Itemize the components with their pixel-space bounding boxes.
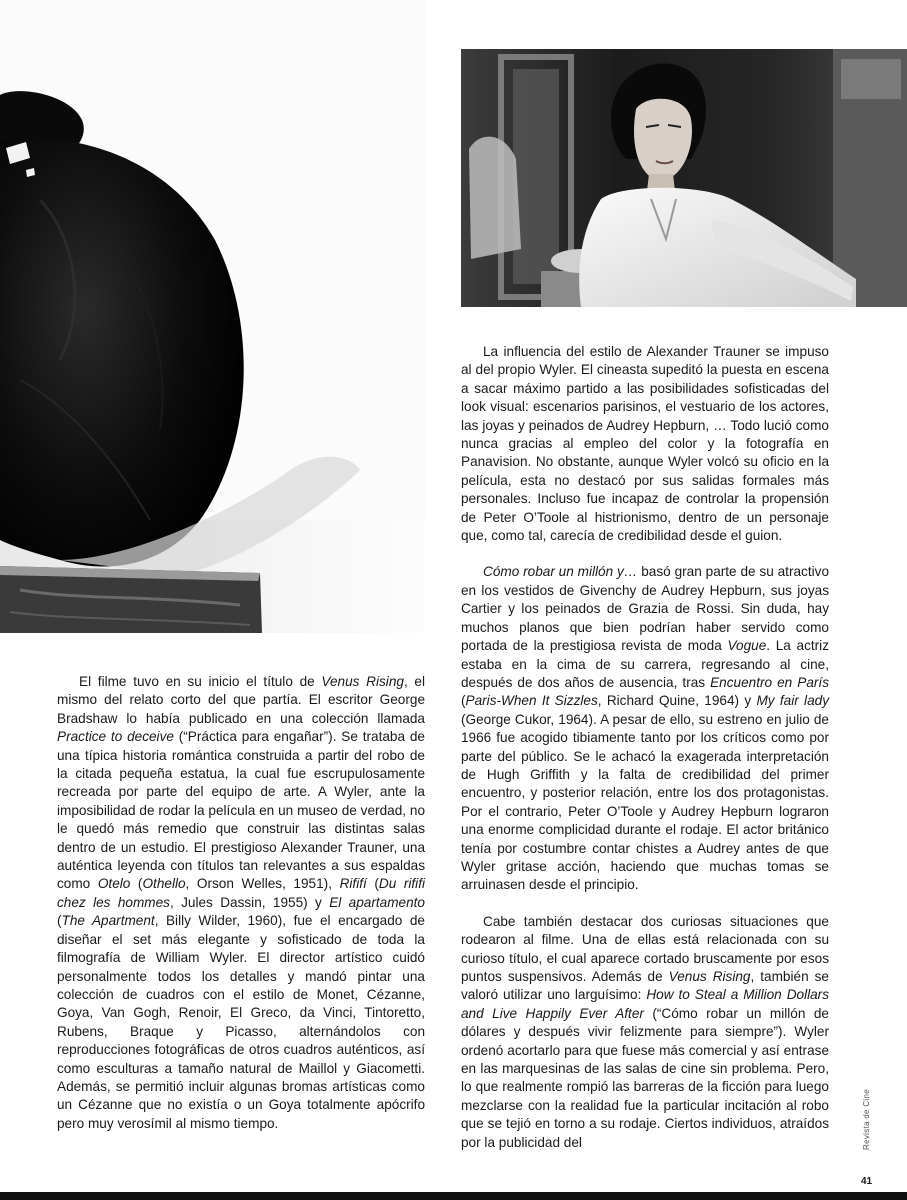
article-paragraph: Cómo robar un millón y… basó gran parte de su atractivo en los vestidos de Givenchy de Audrey Hepburn, sus joyas Cartier y los peinados de Grazia de Rossi. Sin duda, hay muchos planos que bien podrían haber servido como portada de la prestigiosa revista de moda Vogue. La actriz estaba en la cima de su carrera, regresando al cine, después de dos años de ausencia, tras Encuentro en París (Paris-When It Sizzles, Richard Quine, 1964) y My fair lady (George Cukor, 1964). A pesar de ello, su estreno en julio de 1966 fue acogido tibiamente tanto por los críticos como por parte del público. Se le achacó la exagerada interpretación de Hugh Griffith y la falta de credibilidad del primer encuentro, y posterior relación, entre los dos protagonistas. Por el contrario, Peter O’Toole y Audrey Hepburn lograron una enorme complicidad durante el rodaje. El actor británico tenía por costumbre contar chistes a Audrey antes de que Wyler gritase acción, haciendo que muchas tomas se arruinasen desde el principio. (461, 564, 830, 893)
film-still-left-graphic (0, 0, 425, 633)
article-paragraph: El filme tuvo en su inicio el título de Venus Rising, el mismo del relato corto del que partía. El escritor George Bradshaw lo había publicado en una colección llamada Practice to deceive (“Práctica para engañar”). Se trataba de una típica historia romántica construida a partir del robo de la citada pequeña estatua, la cual fue escrupulosamente recreada por parte del equipo de arte. A Wyler, ante la imposibilidad de rodar la película en un museo de verdad, no le quedó más remedio que construir las distintas salas dentro de un estudio. El prestigioso Alexander Trauner, una auténtica leyenda con títulos tan relevantes a sus espaldas como Otelo (Othello, Orson Welles, 1951), Rififí (Du rififi chez les hommes, Jules Dassin, 1955) y El apartamento (The Apartment, Billy Wilder, 1960), fue el encargado de diseñar el set más elegante y sofisticado de toda la filmografía de William Wyler. El director artístico cuidó personalmente todos los detalles y mandó pintar una colección de cuadros con el estilo de Monet, Cézanne, Goya, Van Gogh, Renoir, El Greco, da Vinci, Tintoretto, Rubens, Braque y Picasso, alternándolos con reproducciones fotográficas de otros cuadros auténticos, así como esculturas a tamaño natural de Maillol y Giacometti. Además, se permitió incluir algunas bromas artísticas como un Cézanne que no existía o un Goya totalmente apócrifo pero muy verosímil al mismo tiempo. (57, 674, 425, 1131)
article-paragraph: La influencia del estilo de Alexander Trauner se impuso al del propio Wyler. El cineasta supeditó la puesta en escena a sacar máximo partido a las posibilidades sofisticadas del look visual: escenarios parisinos, el vestuario de los actores, las joyas y peinados de Audrey Hepburn, … Todo lució como nunca gracias al empleo del color y la fotografía en Panavision. No obstante, aunque Wyler volcó su oficio en la película, esta no destacó por sus salidas formales más personales. Incluso fue incapaz de controlar la propensión de Peter O’Toole al histrionismo, dentro de un personaje que, como tal, carecía de credibilidad desde el guion. (461, 344, 829, 544)
page-number: 41 (861, 1176, 873, 1187)
film-still-left (0, 0, 425, 633)
article-column-left (57, 673, 425, 1133)
film-still-right (461, 49, 907, 307)
article-paragraph: Cabe también destacar dos curiosas situaciones que rodearon al filme. Una de ellas está relacionada con su curioso título, el cual aparece cortado bruscamente por esos puntos suspensivos. Además de Venus Rising, también se valoró utilizar uno larguísimo: How to Steal a Million Dollars and Live Happily Ever After (“Cómo robar un millón de dólares y después vivir felizmente para siempre”). Wyler ordenó acortarlo para que fuese más comercial y así entrase en las marquesinas de las salas de cine sin problema. Pero, lo que realmente rompió las barreras de la ficción para luego mezclarse con la realidad fue la particular incitación al robo que se tejió en torno a su rodaje. Ciertos individuos, atraídos por la publicidad del (461, 913, 830, 1150)
bottom-rule (0, 1192, 907, 1200)
film-still-right-graphic (461, 49, 907, 307)
journal-name: Revista de Cine (862, 1089, 871, 1150)
article-column-right (461, 343, 829, 1152)
